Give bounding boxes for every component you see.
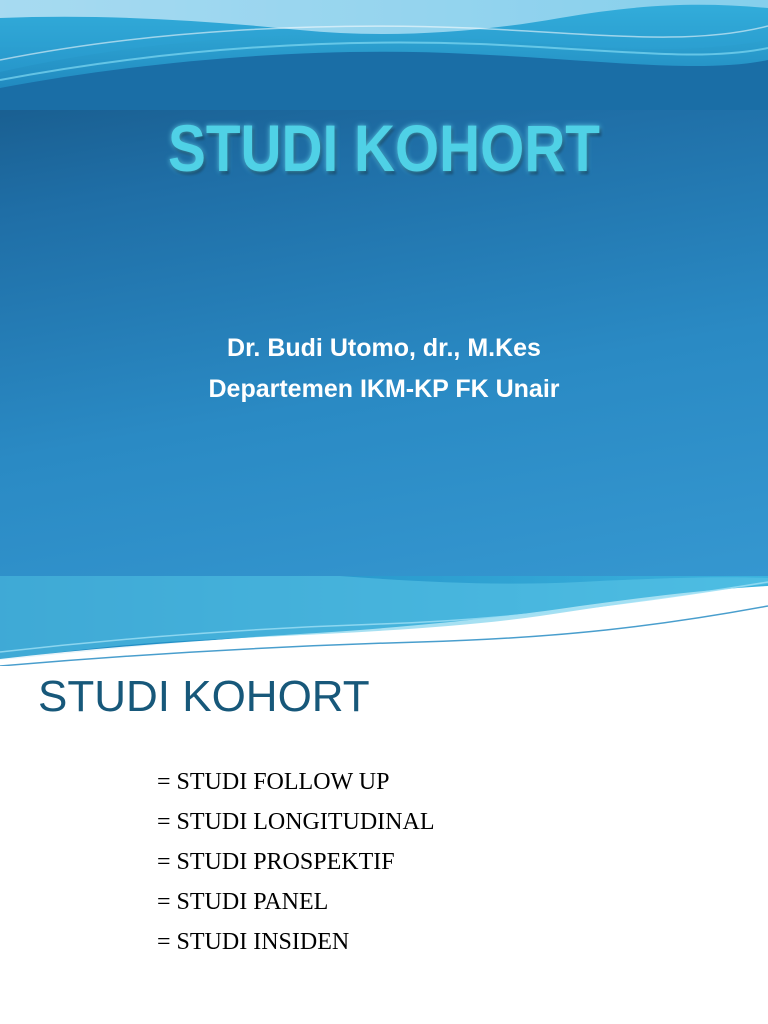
content-slide	[0, 576, 768, 1024]
list-item: = STUDI PANEL	[157, 889, 329, 915]
list-item: = STUDI INSIDEN	[157, 929, 350, 955]
slide-title: STUDI KOHORT	[167, 111, 600, 185]
list-item: = STUDI LONGITUDINAL	[157, 809, 435, 835]
header-wave-decoration	[0, 576, 768, 666]
list-item: = STUDI FOLLOW UP	[157, 769, 390, 795]
author-name: Dr. Budi Utomo, dr., M.Kes	[227, 334, 541, 362]
department-name: Departemen IKM-KP FK Unair	[208, 375, 560, 403]
top-wave-decoration	[0, 0, 768, 110]
slide-heading: STUDI KOHORT	[38, 672, 370, 721]
synonym-list	[157, 762, 435, 962]
list-item: = STUDI PROSPEKTIF	[157, 849, 395, 875]
